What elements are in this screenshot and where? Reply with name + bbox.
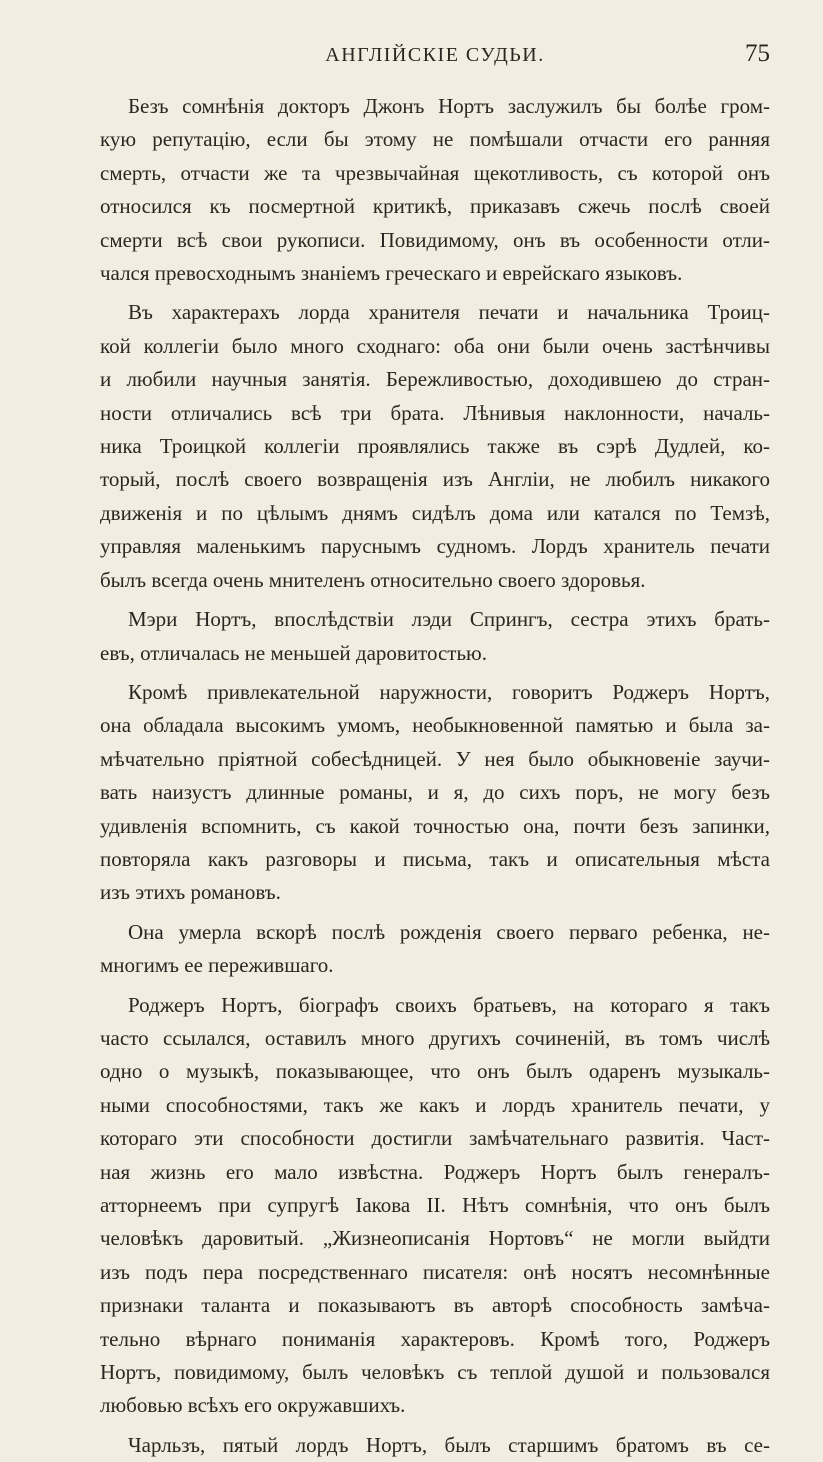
text-line: вать наизустъ длинные романы, и я, до сихъ поръ, не могу безъ <box>100 780 770 805</box>
text-line: ными способностями, такъ же какъ и лордъ хранитель печати, у <box>100 1092 770 1117</box>
text-line: Безъ сомнѣнія докторъ Джонъ Нортъ заслужилъ бы болѣе гром- <box>128 94 770 118</box>
text-line: относился къ посмертной критикѣ, приказавъ сжечь послѣ своей <box>100 194 770 219</box>
text-line: торый, послѣ своего возвращенія изъ Англіи, не любилъ никакого <box>100 467 770 492</box>
text-line: движенія и по цѣлымъ днямъ сидѣлъ дома или катался по Темзѣ, <box>100 500 770 525</box>
text-line: Чарльзъ, пятый лордъ Нортъ, былъ старшимъ братомъ въ се- <box>128 1432 770 1457</box>
text-line: удивленія вспомнить, съ какой точностью она, почти безъ запинки, <box>100 813 770 838</box>
text-line: Мэри Нортъ, впослѣдствіи лэди Спрингъ, сестра этихъ брать- <box>128 607 770 632</box>
paragraph <box>100 296 770 597</box>
text-line: котораго эти способности достигли замѣчательнаго развитія. Част- <box>100 1126 770 1151</box>
text-line: человѣкъ даровитый. „Жизнеописанія Нортовъ“ не могли выйдти <box>100 1226 770 1251</box>
text-line: она обладала высокимъ умомъ, необыкновенной памятью и была за- <box>100 713 770 738</box>
text-line: ности отличались всѣ три брата. Лѣнивыя наклонности, началь- <box>100 400 770 425</box>
text-line: былъ всегда очень мнителенъ относительно своего здоровья. <box>100 567 646 592</box>
text-line: атторнеемъ при супругѣ Іакова II. Нѣтъ сомнѣнія, что онъ былъ <box>100 1193 770 1217</box>
text-line: одно о музыкѣ, показывающее, что онъ былъ одаренъ музыкаль- <box>100 1059 770 1084</box>
text-line: кой коллегіи было много сходнаго: оба они были очень застѣнчивы <box>100 333 770 358</box>
text-line: ная жизнь его мало извѣстна. Роджеръ Нортъ былъ генералъ- <box>100 1159 770 1184</box>
text-line: Въ характерахъ лорда хранителя печати и начальника Троиц- <box>128 300 770 325</box>
text-line: Роджеръ Нортъ, біографъ своихъ братьевъ, на котораго я такъ <box>128 992 770 1017</box>
text-line: мѣчательно пріятной собесѣдницей. У нея было обыкновеніе заучи- <box>100 746 770 771</box>
text-line: смерти всѣ свои рукописи. Повидимому, онъ въ особенности отли- <box>100 227 770 252</box>
running-title: АНГЛІЙСКІЕ СУДЬИ. <box>325 44 545 66</box>
text-line: ника Троицкой коллегіи проявлялись также въ сэрѣ Дудлей, ко- <box>100 434 770 459</box>
paragraph <box>100 1429 770 1462</box>
text-line: любовью всѣхъ его окружавшихъ. <box>100 1393 406 1418</box>
text-line: признаки таланта и показываютъ въ авторѣ способность замѣча- <box>100 1293 770 1318</box>
text-line: изъ этихъ романовъ. <box>100 880 281 905</box>
text-line: повторяла какъ разговоры и письма, такъ и описательныя мѣста <box>100 846 770 871</box>
text-line: изъ подъ пера посредственнаго писателя: онѣ носятъ несомнѣнные <box>100 1259 770 1284</box>
paragraph <box>100 989 770 1423</box>
paragraph <box>100 676 770 910</box>
page-header <box>100 40 770 76</box>
paragraph <box>100 916 770 983</box>
text-line: смерть, отчасти же та чрезвычайная щекотливость, съ которой онъ <box>100 160 770 185</box>
text-line: тельно вѣрнаго пониманія характеровъ. Кромѣ того, Роджеръ <box>100 1326 770 1351</box>
text-line: Она умерла вскорѣ послѣ рожденія своего перваго ребенка, не- <box>128 919 770 944</box>
page-number: 75 <box>745 40 770 67</box>
text-line: многимъ ее пережившаго. <box>100 953 334 978</box>
body-text <box>100 90 770 1462</box>
text-line: евъ, отличалась не меньшей даровитостью. <box>100 640 487 665</box>
text-line: кую репутацію, если бы этому не помѣшали отчасти его ранняя <box>100 127 770 152</box>
text-line: Нортъ, повидимому, былъ человѣкъ съ теплой душой и пользовался <box>100 1360 770 1385</box>
paragraph <box>100 603 770 670</box>
text-line: Кромѣ привлекательной наружности, говоритъ Роджеръ Нортъ, <box>128 679 770 704</box>
text-line: управляя маленькимъ паруснымъ судномъ. Лордъ хранитель печати <box>100 534 770 559</box>
text-line: часто ссылался, оставилъ много другихъ сочиненій, въ томъ числѣ <box>100 1025 770 1050</box>
text-line: и любили научныя занятія. Бережливостью, доходившею до стран- <box>100 367 770 392</box>
paragraph <box>100 90 770 290</box>
text-line: чался превосходнымъ знаніемъ греческаго и еврейскаго языковъ. <box>100 261 683 286</box>
